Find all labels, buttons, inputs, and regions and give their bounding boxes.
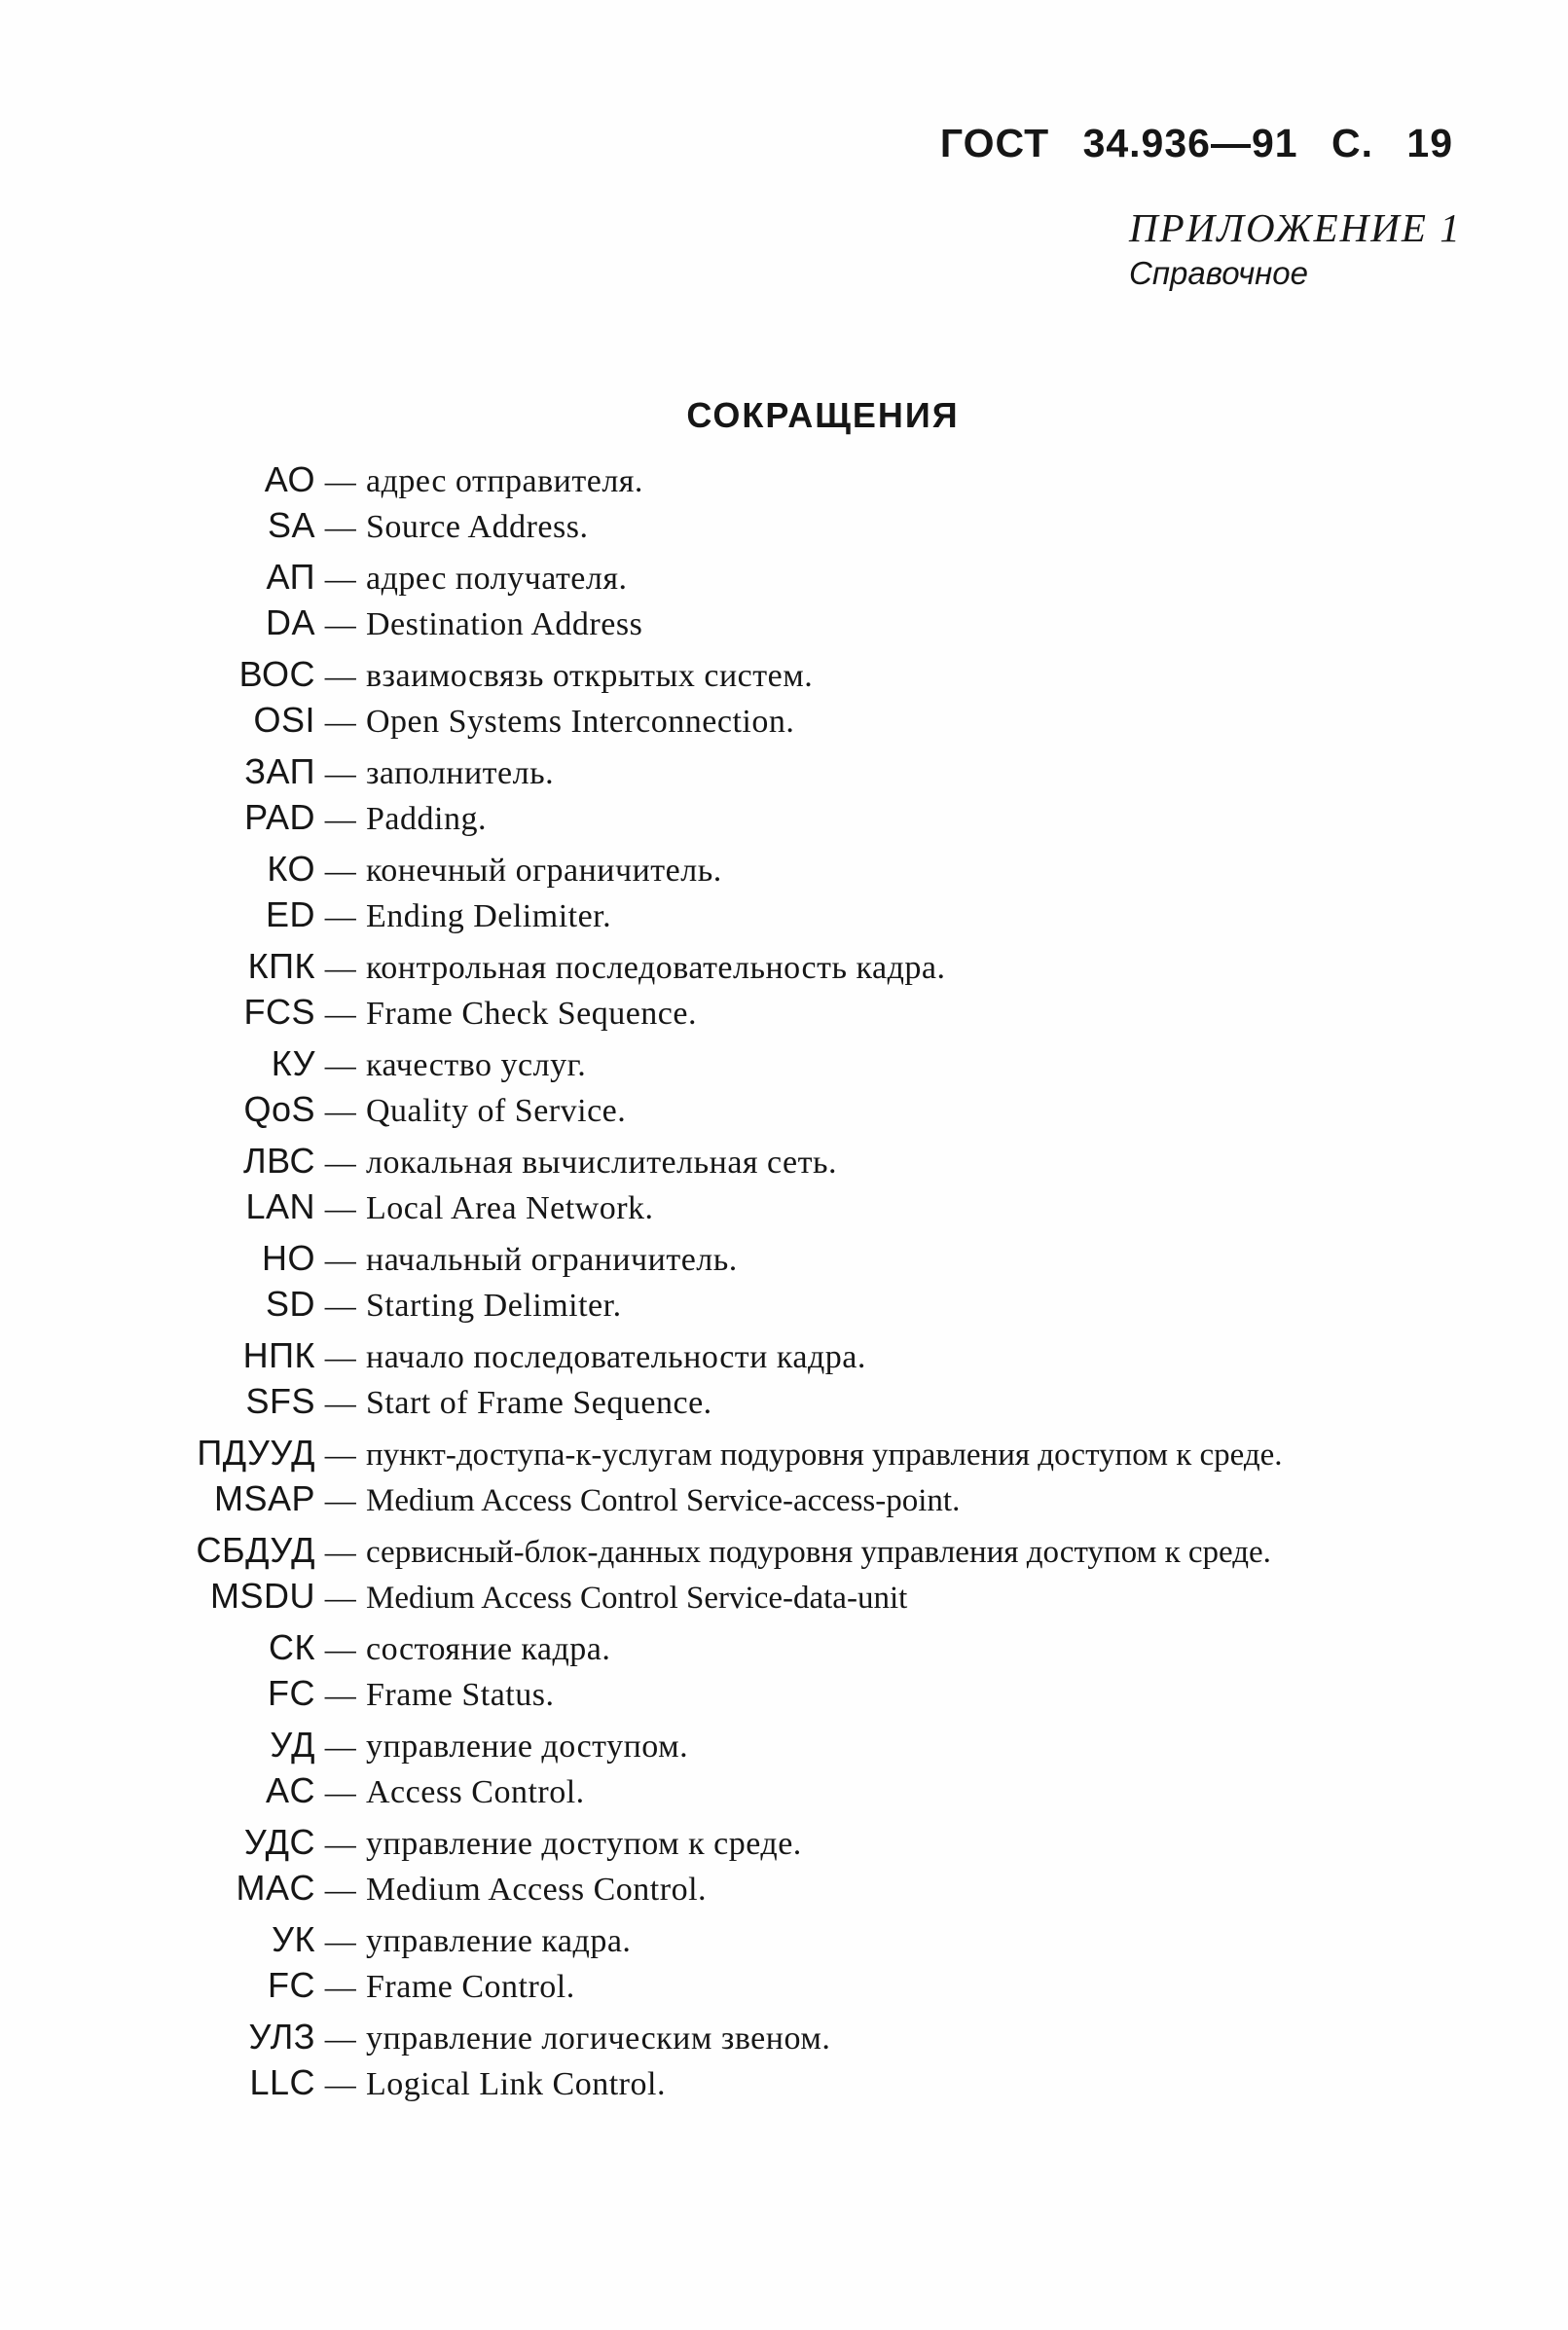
abbreviation-entry xyxy=(0,557,1568,648)
russian-definition: заполнитель. xyxy=(366,755,555,791)
english-definition: Padding. xyxy=(366,801,487,837)
abbreviation-entry xyxy=(0,1433,1568,1524)
russian-abbreviation-row xyxy=(0,946,1568,992)
em-dash: — xyxy=(324,2021,357,2056)
em-dash: — xyxy=(324,658,357,693)
english-definition: Medium Access Control Service-data-unit xyxy=(366,1581,908,1616)
english-abbreviation: MSDU xyxy=(210,1576,315,1616)
english-definition: Medium Access Control Service-access-point. xyxy=(366,1483,961,1518)
english-abbreviation: MSAP xyxy=(213,1478,315,1518)
english-abbreviation: PAD xyxy=(244,797,315,837)
russian-abbreviation-row xyxy=(0,1141,1568,1186)
russian-abbreviation-row xyxy=(0,654,1568,700)
russian-abbreviation-row xyxy=(0,1238,1568,1284)
russian-abbreviation-row xyxy=(0,1919,1568,1965)
russian-abbreviation: ПДУУД xyxy=(197,1433,315,1473)
russian-definition: управление кадра. xyxy=(366,1923,632,1959)
abbreviation-entry xyxy=(0,751,1568,843)
abbreviation-entry xyxy=(0,946,1568,1038)
english-abbreviation-row xyxy=(0,1868,1568,1913)
russian-abbreviation: СК xyxy=(269,1627,315,1667)
abbreviation-entry xyxy=(0,1335,1568,1427)
abbreviation-entry xyxy=(0,459,1568,551)
abbreviation-entry xyxy=(0,1919,1568,2011)
russian-abbreviation-row xyxy=(0,2017,1568,2062)
page-label: С. xyxy=(1331,121,1373,165)
em-dash: — xyxy=(324,1242,357,1277)
russian-abbreviation: СБДУД xyxy=(196,1530,315,1570)
russian-abbreviation: АП xyxy=(266,557,315,597)
em-dash: — xyxy=(324,509,357,544)
russian-abbreviation: УЛЗ xyxy=(248,2017,315,2057)
abbreviation-entry xyxy=(0,1238,1568,1329)
russian-abbreviation-row xyxy=(0,751,1568,797)
english-abbreviation: SD xyxy=(265,1284,315,1324)
english-abbreviation: ED xyxy=(265,894,315,934)
english-abbreviation-row xyxy=(0,1576,1568,1621)
em-dash: — xyxy=(324,561,357,596)
english-abbreviation-row xyxy=(0,1284,1568,1329)
english-definition: Logical Link Control. xyxy=(366,2066,666,2102)
english-abbreviation: FCS xyxy=(243,992,315,1032)
em-dash: — xyxy=(324,1774,357,1809)
em-dash: — xyxy=(324,1631,357,1666)
russian-abbreviation: КО xyxy=(267,849,315,889)
russian-abbreviation: ЗАП xyxy=(244,751,315,791)
section-title: СОКРАЩЕНИЯ xyxy=(686,395,960,435)
english-abbreviation-row xyxy=(0,1089,1568,1135)
english-abbreviation-row xyxy=(0,505,1568,551)
em-dash: — xyxy=(324,1145,357,1180)
english-abbreviation-row xyxy=(0,602,1568,648)
russian-abbreviation: УД xyxy=(270,1725,315,1765)
english-definition: Ending Delimiter. xyxy=(366,898,612,934)
abbreviation-list xyxy=(0,459,1568,2114)
english-abbreviation-row xyxy=(0,1186,1568,1232)
abbreviation-entry xyxy=(0,1725,1568,1816)
em-dash: — xyxy=(324,1872,357,1907)
abbreviation-entry xyxy=(0,2017,1568,2108)
russian-abbreviation-row xyxy=(0,459,1568,505)
russian-definition: начальный ограничитель. xyxy=(366,1242,738,1278)
english-abbreviation: SFS xyxy=(245,1381,315,1421)
em-dash: — xyxy=(324,1923,357,1958)
english-abbreviation: MAC xyxy=(236,1868,315,1908)
english-abbreviation-row xyxy=(0,992,1568,1038)
em-dash: — xyxy=(324,1385,357,1420)
em-dash: — xyxy=(324,1482,357,1517)
russian-abbreviation-row xyxy=(0,1335,1568,1381)
russian-abbreviation: УДС xyxy=(243,1822,315,1862)
page-header xyxy=(940,121,1453,166)
em-dash: — xyxy=(324,1190,357,1225)
em-dash: — xyxy=(324,1826,357,1861)
russian-abbreviation: УК xyxy=(272,1919,315,1959)
em-dash: — xyxy=(324,2066,357,2101)
em-dash: — xyxy=(324,704,357,739)
russian-abbreviation-row xyxy=(0,1822,1568,1868)
russian-abbreviation-row xyxy=(0,1725,1568,1770)
em-dash: — xyxy=(324,606,357,641)
russian-abbreviation: ВОС xyxy=(238,654,315,694)
em-dash: — xyxy=(324,1729,357,1764)
em-dash: — xyxy=(324,996,357,1031)
english-abbreviation: QoS xyxy=(243,1089,315,1129)
abbreviation-entry xyxy=(0,654,1568,746)
abbreviation-entry xyxy=(0,1822,1568,1913)
english-definition: Start of Frame Sequence. xyxy=(366,1385,712,1421)
em-dash: — xyxy=(324,1339,357,1374)
english-abbreviation: FC xyxy=(268,1673,315,1713)
russian-definition: управление доступом к среде. xyxy=(366,1826,802,1862)
em-dash: — xyxy=(324,755,357,790)
russian-definition: качество услуг. xyxy=(366,1047,587,1083)
english-abbreviation: SA xyxy=(267,505,315,545)
standard-label: ГОСТ xyxy=(939,121,1050,165)
english-abbreviation: FC xyxy=(268,1965,315,2005)
english-definition: Frame Control. xyxy=(366,1969,575,2005)
english-abbreviation: OSI xyxy=(253,700,315,740)
english-definition: Frame Status. xyxy=(366,1677,555,1713)
english-abbreviation-row xyxy=(0,1673,1568,1719)
english-definition: Access Control. xyxy=(366,1774,585,1810)
english-abbreviation-row xyxy=(0,1965,1568,2011)
russian-abbreviation: АО xyxy=(264,459,315,499)
abbreviation-entry xyxy=(0,1530,1568,1621)
russian-definition: сервисный-блок-данных подуровня управления доступом к среде. xyxy=(366,1535,1271,1570)
russian-abbreviation: НО xyxy=(262,1238,315,1278)
russian-abbreviation: НПК xyxy=(242,1335,315,1375)
em-dash: — xyxy=(324,1969,357,2004)
english-abbreviation-row xyxy=(0,894,1568,940)
abbreviation-entry xyxy=(0,849,1568,940)
em-dash: — xyxy=(324,1093,357,1128)
russian-abbreviation-row xyxy=(0,557,1568,602)
russian-definition: начало последовательности кадра. xyxy=(366,1339,866,1375)
russian-definition: управление доступом. xyxy=(366,1729,689,1765)
russian-definition: состояние кадра. xyxy=(366,1631,611,1667)
english-abbreviation-row xyxy=(0,797,1568,843)
em-dash: — xyxy=(324,950,357,985)
english-definition: Source Address. xyxy=(366,509,589,545)
abbreviation-entry xyxy=(0,1043,1568,1135)
english-abbreviation-row xyxy=(0,1770,1568,1816)
russian-definition: адрес отправителя. xyxy=(366,463,643,499)
em-dash: — xyxy=(324,463,357,498)
russian-definition: адрес получателя. xyxy=(366,561,628,597)
em-dash: — xyxy=(324,1437,357,1472)
english-abbreviation-row xyxy=(0,1381,1568,1427)
russian-abbreviation-row xyxy=(0,1530,1568,1576)
russian-definition: конечный ограничитель. xyxy=(366,853,722,889)
russian-abbreviation-row xyxy=(0,849,1568,894)
abbreviation-entry xyxy=(0,1141,1568,1232)
russian-abbreviation-row xyxy=(0,1433,1568,1478)
english-abbreviation-row xyxy=(0,700,1568,746)
english-definition: Starting Delimiter. xyxy=(366,1288,622,1324)
em-dash: — xyxy=(324,1288,357,1323)
russian-definition: управление логическим звеном. xyxy=(366,2021,831,2057)
russian-abbreviation: ЛВС xyxy=(243,1141,315,1181)
em-dash: — xyxy=(324,1534,357,1569)
em-dash: — xyxy=(324,853,357,888)
em-dash: — xyxy=(324,801,357,836)
appendix-subtitle: Справочное xyxy=(1129,255,1309,291)
appendix-title: ПРИЛОЖЕНИЕ 1 xyxy=(1129,205,1462,250)
english-definition: Local Area Network. xyxy=(366,1190,654,1226)
english-abbreviation: DA xyxy=(265,602,315,642)
english-definition: Frame Check Sequence. xyxy=(366,996,697,1032)
english-definition: Medium Access Control. xyxy=(366,1872,708,1908)
russian-abbreviation-row xyxy=(0,1043,1568,1089)
page-number: 19 xyxy=(1406,121,1453,165)
russian-definition: локальная вычислительная сеть. xyxy=(366,1145,838,1181)
russian-definition: пункт-доступа-к-услугам подуровня управления доступом к среде. xyxy=(366,1438,1283,1473)
english-definition: Destination Address xyxy=(366,606,643,642)
english-abbreviation: LLC xyxy=(249,2062,315,2102)
em-dash: — xyxy=(324,1047,357,1082)
russian-definition: взаимосвязь открытых систем. xyxy=(366,658,814,694)
em-dash: — xyxy=(324,1580,357,1615)
em-dash: — xyxy=(324,898,357,933)
english-abbreviation-row xyxy=(0,1478,1568,1524)
english-abbreviation: LAN xyxy=(245,1186,315,1226)
russian-abbreviation: КУ xyxy=(271,1043,315,1083)
russian-abbreviation-row xyxy=(0,1627,1568,1673)
english-abbreviation-row xyxy=(0,2062,1568,2108)
standard-number: 34.936—91 xyxy=(1082,121,1298,165)
english-definition: Quality of Service. xyxy=(366,1093,627,1129)
abbreviation-entry xyxy=(0,1627,1568,1719)
russian-definition: контрольная последовательность кадра. xyxy=(366,950,946,986)
em-dash: — xyxy=(324,1677,357,1712)
russian-abbreviation: КПК xyxy=(247,946,315,986)
english-definition: Open Systems Interconnection. xyxy=(366,704,795,740)
english-abbreviation: AC xyxy=(265,1770,315,1810)
